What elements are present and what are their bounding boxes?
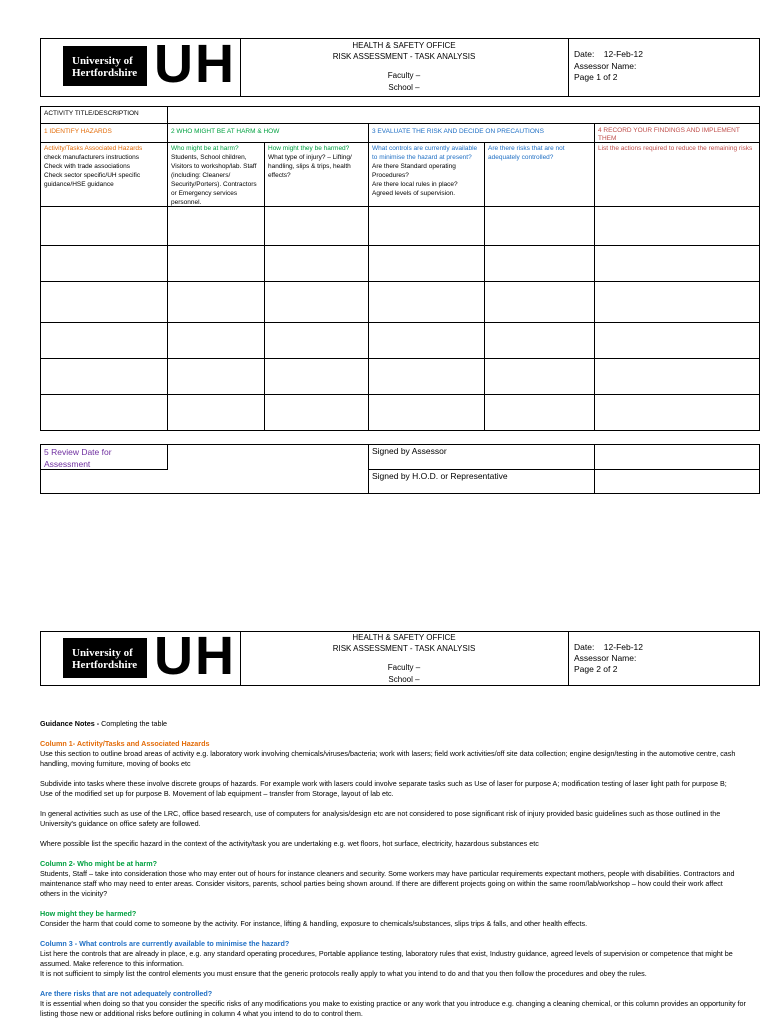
review-date-label: 5 Review Date for Assessment (44, 447, 112, 469)
activity-title-label: ACTIVITY TITLE/DESCRIPTION (44, 110, 139, 117)
col3-guidance-heading: Column 3 - What controls are currently available to minimise the hazard? (40, 939, 290, 948)
header-office: HEALTH & SAFETY OFFICE (352, 633, 456, 642)
header-assessor: Assessor Name: (574, 61, 637, 71)
risk-guidance-heading: Are there risks that are not adequately controlled? (40, 989, 213, 998)
col1-guidance-p2: Subdivide into tasks where these involve discrete groups of hazards. For example work with lasers could involve separate tasks such as Use of laser for purpose A; modification testing of laser light path for purpose B; Use of the modified set up for purpose B. Movement of lab equipment – transfer from Storage, layout of lab etc. (40, 779, 727, 798)
risk-guidance-p1: It is essential when doing so that you consider the specific risks of any modifications you make to existing practice or any work that you introduce e.g. changing a cleaning chemical, or this column provides an opportunity for listing those new or additional risks before outlining in column 4 what you intend to do to control them. (40, 999, 746, 1018)
signed-hod-label: Signed by H.O.D. or Representative (372, 471, 508, 481)
col2-guidance-p1: Students, Staff – take into consideration those who may enter out of hours for instance cleaners and security. Some workers may have particular requirements expectant mothers, people with disabilities. Contractors and maintenance staff who may need to enter areas. Consider visitors, parents, school parties being shown around. If there are different projects going on within the same room/lab/workshop – how could their work affect others in the vicinity? (40, 869, 735, 898)
header-office: HEALTH & SAFETY OFFICE (352, 41, 456, 50)
hazards-subheading: Activity/Tasks Associated Hazards (44, 145, 143, 152)
header-date: Date: 12-Feb-12 (574, 49, 643, 59)
controls-subheading: What controls are currently available to minimise the hazard at present? (372, 145, 478, 161)
header-school: School – (388, 83, 420, 92)
how-harmed-subheading: How might they be harmed? (268, 145, 350, 152)
header-date: Date: 12-Feb-12 (574, 642, 643, 652)
header-assessor: Assessor Name: (574, 653, 637, 663)
harm-guidance-p1: Consider the harm that could come to someone by the activity. For instance, lifting & handling, exposure to chemicals/substances, slips trips & falls, and other health effects. (40, 919, 588, 928)
who-harmed-subheading: Who might be at harm? (171, 145, 239, 152)
col3-heading: 3 EVALUATE THE RISK AND DECIDE ON PRECAUTIONS (372, 128, 544, 135)
header-page: Page 2 of 2 (574, 664, 618, 674)
who-harmed-guidance: Students, School children, Visitors to workshop/lab. Staff (including: Cleaners/ Security/Porters). Contractors or Emergency services personnel. (171, 154, 257, 206)
harm-guidance-heading: How might they be harmed? (40, 909, 137, 918)
col3-guidance-p1: List here the controls that are already in place, e.g. any standard operating procedures, Portable appliance testing, laboratory rules that exist, Industry guidance, agreed levels of supervision or competence that might be assumed. Make reference to this information. (40, 949, 733, 968)
controls-guidance: Are there Standard operating Procedures? Are there local rules in place? Agreed levels of supervision. (372, 163, 458, 197)
uh-logo-mark: UH (154, 626, 236, 686)
col1-guidance-p3: In general activities such as use of the LRC, office based research, use of computers for analysis/design etc are not considered to pose significant risk of injury provided basic guidelines such as those outlined in the University's guidance on office safety are followed. (40, 809, 721, 828)
header-school: School – (388, 675, 420, 684)
uh-logo-mark: UH (154, 34, 236, 94)
header-faculty: Faculty – (387, 663, 421, 672)
university-logo: University of Hertfordshire (63, 638, 147, 678)
col1-guidance-heading: Column 1- Activity/Tasks and Associated Hazards (40, 739, 210, 748)
hazards-guidance: check manufacturers instructions Check with trade associations Check sector specific/UH specific guidance/HSE guidance (44, 154, 141, 188)
guidance-title: Guidance Notes - Completing the table (40, 719, 168, 728)
col3-guidance-p2: It is not sufficient to simply list the control elements you must ensure that the generic protocols really apply to what you intend to do and that you then follow the procedures and obey the rules. (40, 969, 647, 978)
how-harmed-guidance: What type of injury? – Lifting/ handling, slips & trips, health effects? (268, 154, 352, 179)
actions-subheading: List the actions required to reduce the remaining risks (598, 145, 753, 152)
col1-heading: 1 IDENTIFY HAZARDS (44, 128, 112, 135)
col4-heading: 4 RECORD YOUR FINDINGS AND IMPLEMENT THEM (598, 127, 740, 142)
header-page: Page 1 of 2 (574, 72, 618, 82)
col2-guidance-heading: Column 2- Who might be at harm? (40, 859, 157, 868)
header-subtitle: RISK ASSESSMENT - TASK ANALYSIS (332, 52, 476, 61)
col1-guidance-p4: Where possible list the specific hazard in the context of the activity/task you are undertaking e.g. wet floors, hot surface, electricity, hazardous substances etc (40, 839, 539, 848)
header-subtitle: RISK ASSESSMENT - TASK ANALYSIS (332, 644, 476, 653)
signed-assessor-label: Signed by Assessor (372, 446, 447, 456)
header-faculty: Faculty – (387, 71, 421, 80)
uncontrolled-risks-subheading: Are there risks that are not adequately controlled? (488, 145, 565, 161)
col1-guidance-p1: Use this section to outline broad areas of activity e.g. laboratory work involving chemicals/viruses/bacteria; work with lasers; field work activities/off site data collection; engine design/testing in the automotive centre, cash handling, moving furniture, moving of books etc (40, 749, 736, 768)
university-logo: University of Hertfordshire (63, 46, 147, 86)
col2-heading: 2 WHO MIGHT BE AT HARM & HOW (171, 128, 280, 135)
